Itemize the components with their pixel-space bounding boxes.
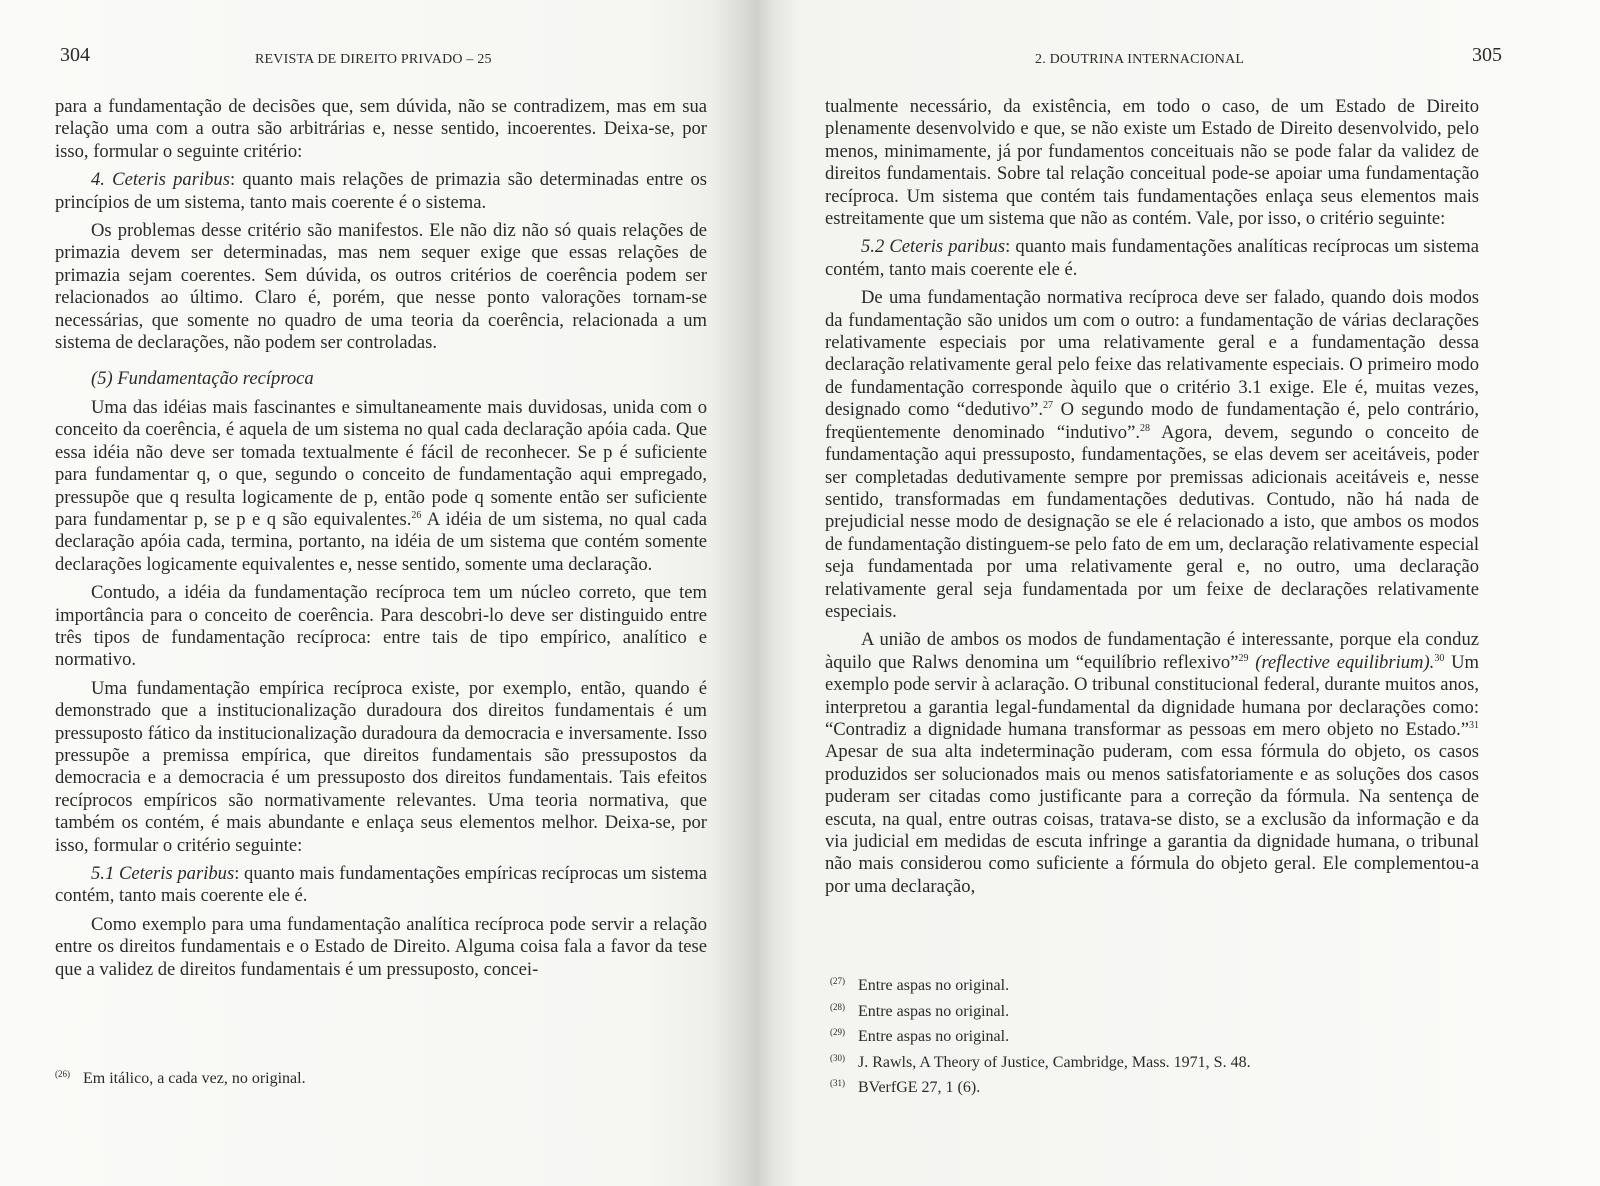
paragraph: Os problemas desse critério são manifestos. Ele não diz não só quais relações de primazia devem ser determinadas, mas nem sequer exige que essas relações de primazia sejam coerentes. Sem dúvida, os outros critérios de coerência podem ser relacionados ao último. Claro é, porém, que nesse ponto valorações tornam-se necessárias, que somente no quadro de uma teoria da coerência, relacionada a um sistema de declarações, não podem ser controladas.: [55, 220, 707, 354]
paragraph: Contudo, a idéia da fundamentação recíproca tem um núcleo correto, que tem importância para o conceito de coerência. Para descobri-lo deve ser distinguido entre três tipos de fundamentação recíproca: entre tais de tipo empírico, analítico e normativo.: [55, 582, 707, 671]
footnote: [830, 1025, 1251, 1051]
footnote-ref: 28: [1139, 422, 1150, 434]
footnote-text: Entre aspas no original.: [858, 1002, 1010, 1020]
footnote-mark: (27): [830, 976, 845, 986]
footnotes: [830, 974, 1251, 1102]
footnote: [830, 974, 1251, 1000]
footnote: [830, 1000, 1251, 1026]
footnote-text: BVerfGE 27, 1 (6).: [858, 1079, 981, 1096]
footnote-ref: 26: [411, 509, 422, 521]
footnote: [830, 1051, 1251, 1077]
paragraph: tualmente necessário, da existência, em todo o caso, de um Estado de Direito plenamente desenvolvido e que, se não existe um Estado de Direito desenvolvido, pelo menos, minimamente, já por fundamentos conceituais não se pode falar da validez de direitos fundamentais. Sobre tal relação conceitual pode-se apoiar uma fundamentação recíproca. Um sistema que contém tais fundamentações enlaça seus elementos mais estreitamente que um sistema que não as contém. Vale, por isso, o critério seguinte:: [825, 96, 1479, 230]
page-number: 305: [1472, 44, 1502, 66]
footnote-mark: (29): [830, 1027, 845, 1037]
footnote-ref: 31: [1469, 719, 1479, 731]
footnote-text: Entre aspas no original.: [858, 977, 1010, 994]
criterion-5-2: 5.2 Ceteris paribus: quanto mais fundamentações analíticas recíprocas um sistema contém, tanto mais coerente ele é.: [825, 236, 1479, 280]
paragraph: Uma fundamentação empírica recíproca existe, por exemplo, então, quando é demonstrado que a institucionalização duradoura dos direitos fundamentais é um pressuposto fático da institucionalização duradoura da democracia e inversamente. Isso pressupõe a premissa empírica, que direitos fundamentais são pressupostos da democracia e a democracia é um pressuposto dos direitos fundamentais. Tais efeitos recíprocos empíricos são normativamente relevantes. Uma teoria normativa, que também os contém, é mais abundante e enlaça seus elementos melhor. Deixa-se, por isso, formular o critério seguinte:: [55, 677, 707, 856]
footnote-text: J. Rawls, A Theory of Justice, Cambridge, Mass. 1971, S. 48.: [858, 1053, 1251, 1071]
paragraph: Uma das idéias mais fascinantes e simultaneamente mais duvidosas, unida com o conceito da coerência, é aquela de um sistema no qual cada declaração apóia cada. Que essa idéia não deve ser tomada textualmente é fácil de reconhecer. Se p é suficiente para fundamentar q, o que, segundo o conceito de fundamentação aqui empregado, pressupõe que q resulta logicamente de p, então pode q somente então ser suficiente para fundamentar p, se p e q são equivalentes.$^{26}$ A idéia de um sistema, no qual cada declaração apóia cada, termina, portanto, na idéia de um sistema que contém somente declarações logicamente equivalentes e, nesse sentido, somente uma declaração.: [55, 396, 707, 575]
criterion-4: 4. Ceteris paribus: quanto mais relações de primazia são determinadas entre os princípios de um sistema, tanto mais coerente é o sistema.: [55, 169, 708, 213]
criterion-5-1: 5.1 Ceteris paribus: quanto mais fundamentações empíricas recíprocas um sistema contém, tanto mais coerente ele é.: [55, 863, 707, 907]
footnote: [830, 1076, 1251, 1102]
criterion-label: 4. Ceteris paribus: [91, 169, 230, 191]
footnotes: [55, 1067, 306, 1093]
page-body: [825, 96, 1479, 898]
footnote-mark: (28): [830, 1001, 845, 1012]
running-header: REVISTA DE DIREITO PRIVADO – 25: [255, 52, 492, 67]
footnote-mark: (26): [55, 1069, 70, 1079]
footnote: [55, 1067, 306, 1093]
footnote-text: Entre aspas no original.: [858, 1028, 1010, 1045]
footnote-mark: (30): [830, 1052, 845, 1063]
running-header: 2. DOUTRINA INTERNACIONAL: [1035, 52, 1245, 67]
paragraph: De uma fundamentação normativa recíproca deve ser falado, quando dois modos da fundamentação são unidos um com o outro: a fundamentação de várias declarações relativamente especiais por uma relativamente geral e a fundamentação dessa declaração relativamente geral pelo feixe das relativamente especiais. O primeiro modo de fundamentação corresponde àquilo que o critério 3.1 exige. Ele é, muitas vezes, designado como “dedutivo”.$^{27}$ O segundo modo de fundamentação é, pelo contrário, freqüentemente denominado “indutivo”.$^{28}$ Agora, devem, segundo o conceito de fundamentação aqui pressuposto, fundamentações, se elas devem ser aceitáveis, poder ser completadas dedutivamente sempre por premissas adicionais aceitáveis e, nesse sentido, transformadas em fundamentações dedutivas. Contudo, não há nada de prejudicial nesse modo de designação se ele é relacionado a isto, que ambos os modos de fundamentação distinguem-se pelo fato de em um, declaração relativamente especial seja fundamentada por uma relativamente geral e, no outro, uma declaração relativamente geral seja fundamentada por um feixe de declarações relativamente especiais.: [825, 287, 1479, 622]
paragraph: Como exemplo para uma fundamentação analítica recíproca pode servir a relação entre os direitos fundamentais e o Estado de Direito. Alguma coisa fala a favor da tese que a validez de direitos fundamentais é um pressuposto, concei-: [55, 913, 707, 980]
paragraph: para a fundamentação de decisões que, sem dúvida, não se contradizem, mas em sua relação uma com a outra são arbitrárias e, nesse sentido, incoerentes. Deixa-se, por isso, formular o seguinte critério:: [55, 96, 707, 162]
footnote-ref: 27: [1043, 400, 1054, 412]
paragraph: A união de ambos os modos de fundamentação é interessante, porque ela conduz àquilo que Ralws denomina um “equilíbrio reflexivo”$^{29}$ (reflective equilibrium).$^{30}$ Um exemplo pode servir à aclaração. O tribunal constitucional federal, durante muitos anos, interpretou a garantia legal-fundamental da dignidade humana por declarações como: “Contradiz a dignidade humana transformar as pessoas em mero objeto no Estado.”$^{31}$ Apesar de sua alta indeterminação puderam, com essa fórmula do objeto, os casos produzidos ser solucionados mais ou menos satisfatoriamente e as soluções dos casos puderam ser citadas como justificante para a correção da fórmula. Na sentença de escuta, na qual, entre outras coisas, tratava-se disto, se a exclusão da informação e da via judicial em medidas de escuta infringe a garantia da dignidade humana, o tribunal não mais considerou como suficiente a fórmula do objeto geral. Ele complementou-a por uma declaração,: [825, 629, 1479, 897]
footnote-text: Em itálico, a cada vez, no original.: [83, 1070, 306, 1087]
footnote-ref: 30: [1434, 652, 1445, 664]
footnote-ref: 29: [1238, 652, 1249, 664]
page-number: 304: [60, 44, 90, 66]
criterion-label: 5.2 Ceteris paribus: [861, 236, 1006, 258]
right-page: [780, 0, 1600, 1186]
left-page: [0, 0, 760, 1186]
criterion-label: 5.1 Ceteris paribus: [91, 863, 235, 884]
page-body: [55, 96, 707, 981]
section-heading: (5) Fundamentação recíproca: [91, 368, 314, 390]
footnote-mark: (31): [830, 1078, 845, 1088]
